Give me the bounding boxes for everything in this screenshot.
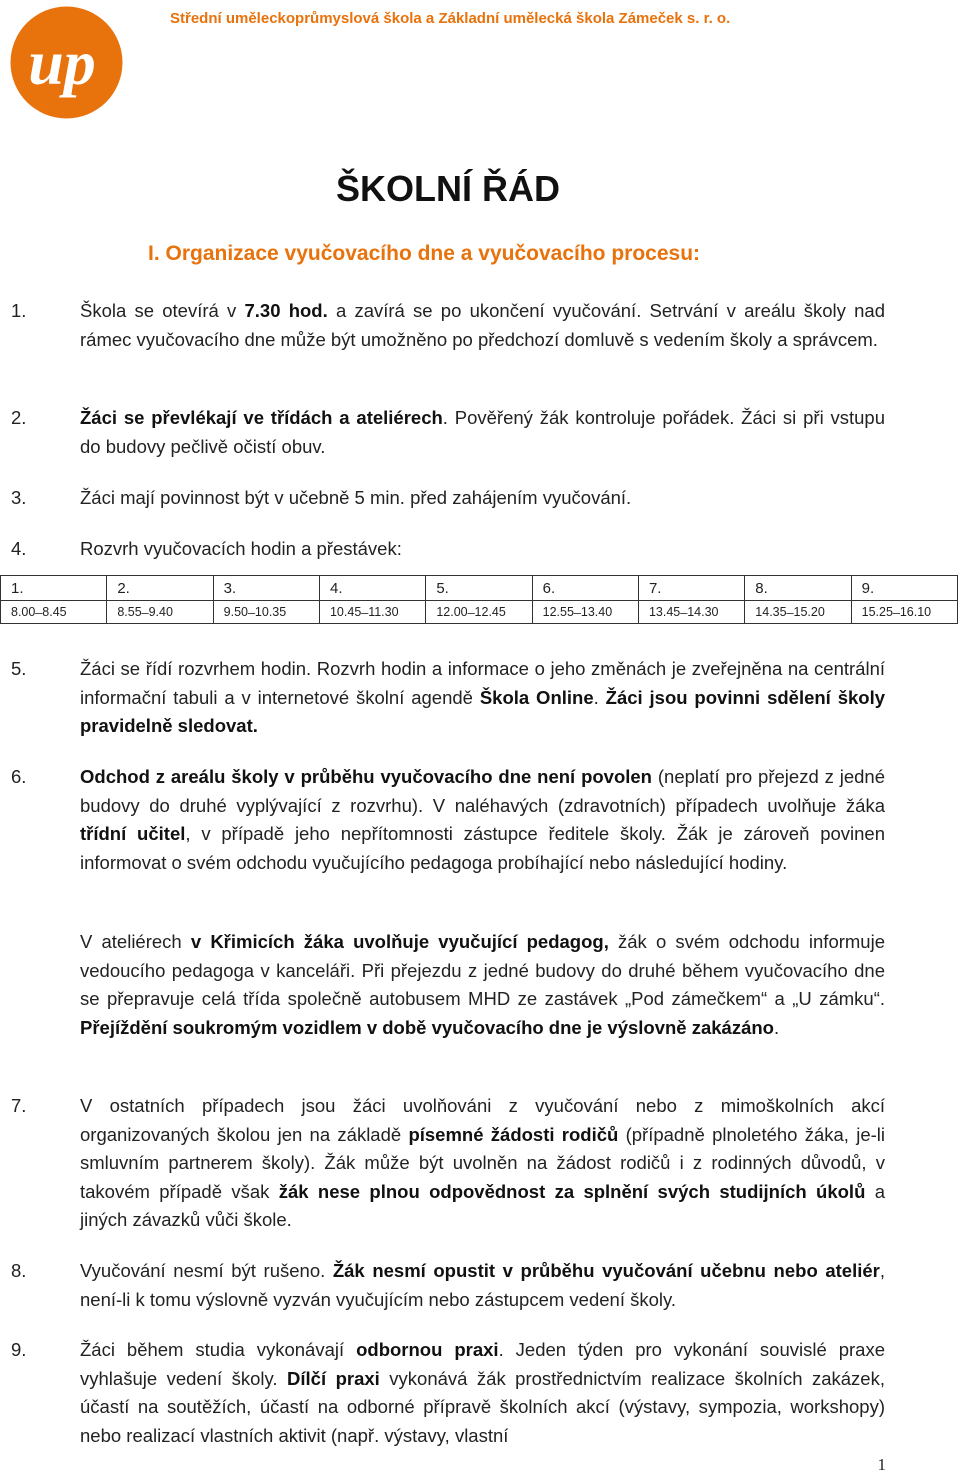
rule-item-5: Žáci se řídí rozvrhem hodin. Rozvrh hodin a informace o jeho změnách je zveřejněna na centrální informační tabuli a v internetové školní agendě Škola Online. Žáci jsou povinni sdělení školy pravidelně sledovat.: [80, 658, 885, 736]
lesson-time: 8.55 ̶ 9.40: [107, 601, 213, 624]
lesson-time: 12.00 ̶ 12.45: [426, 601, 532, 624]
svg-text:up: up: [28, 27, 96, 98]
lesson-number: 3.: [213, 576, 319, 601]
rule-item-6: Odchod z areálu školy v průběhu vyučovacího dne není povolen (neplatí pro přejezd z jedné budovy do druhé vyplývající z rozvrhu). V naléhavých (zdravotních) případech uvolňuje žáka třídní učitel, v případě jeho nepřítomnosti zástupce ředitele školy. Žák je zároveň povinen informovat o svém odchodu vyučujícího pedagoga probíhající nebo následující hodiny.: [80, 766, 885, 873]
section-heading: I. Organizace vyučovacího dne a vyučovacího procesu:: [148, 242, 701, 265]
lesson-time: 15.25 ̶ 16.10: [851, 601, 957, 624]
rule-item-1: Škola se otevírá v 7.30 hod. a zavírá se po ukončení vyučování. Setrvání v areálu školy nad rámec vyučovacího dne může být umožněno po předchozí domluvě s vedením školy a správcem.: [80, 300, 885, 350]
lesson-time: 10.45 ̶ 11.30: [319, 601, 425, 624]
item-number: 8.: [11, 1260, 27, 1281]
school-name-header: Střední uměleckoprůmyslová škola a Základní umělecká škola Zámeček s. r. o.: [170, 10, 731, 27]
item-number: 4.: [11, 538, 27, 559]
lesson-time-row: [1, 601, 958, 624]
lesson-number: 4.: [319, 576, 425, 601]
item-number: 9.: [11, 1339, 27, 1360]
item-number: 1.: [11, 300, 27, 321]
lesson-number: 1.: [1, 576, 107, 601]
lesson-time: 12.55 ̶ 13.40: [532, 601, 638, 624]
lesson-number: 5.: [426, 576, 532, 601]
lesson-number: 7.: [638, 576, 744, 601]
lesson-number: 6.: [532, 576, 638, 601]
lesson-time: 8.00 ̶ 8.45: [1, 601, 107, 624]
item-number: 6.: [11, 766, 27, 787]
rule-item-8: Vyučování nesmí být rušeno. Žák nesmí opustit v průběhu vyučování učebnu nebo ateliér, není-li k tomu výslovně vyzván vyučujícím nebo zástupcem vedení školy.: [80, 1260, 885, 1310]
lesson-time: 9.50 ̶ 10.35: [213, 601, 319, 624]
item-number: 5.: [11, 658, 27, 679]
rule-item-6-continuation: V ateliérech v Křimicích žáka uvolňuje vyučující pedagog, žák o svém odchodu informuje vedoucího pedagoga v kanceláři. Při přejezdu z jedné budovy do druhé během vyučovacího dne se přepravuje celá třída společně autobusem MHD ze zastávek „Pod zámečkem“ a „U zámku“. Přejíždění soukromým vozidlem v době vyučovacího dne je výslovně zakázáno.: [80, 931, 885, 1038]
rule-item-2: Žáci se převlékají ve třídách a ateliérech. Pověřený žák kontroluje pořádek. Žáci si při vstupu do budovy pečlivě očistí obuv.: [80, 407, 885, 457]
document-title: ŠKOLNÍ ŘÁD: [336, 168, 560, 209]
lesson-time: 14.35 ̶ 15.20: [745, 601, 851, 624]
rule-item-9: Žáci během studia vykonávají odbornou praxi. Jeden týden pro vykonání souvislé praxe vyhlašuje vedení školy. Dílčí praxi vykonává žák prostřednictvím realizace školních zakázek, účastí na soutěžích, účastí na odborné přípravě školních akcí (výstavy, sympozia, workshopy) nebo realizací vlastních aktivit (např. výstavy, vlastní: [80, 1339, 885, 1446]
lesson-number: 9.: [851, 576, 957, 601]
lesson-number-row: [1, 576, 958, 601]
lesson-number: 8.: [745, 576, 851, 601]
lesson-time: 13.45 ̶ 14.30: [638, 601, 744, 624]
page-number: 1: [877, 1455, 886, 1474]
item-number: 2.: [11, 407, 27, 428]
lesson-schedule-table: [0, 575, 958, 624]
item-number: 3.: [11, 487, 27, 508]
school-logo: [10, 6, 123, 119]
rule-item-7: V ostatních případech jsou žáci uvolňováni z vyučování nebo z mimoškolních akcí organizovaných školou jen na základě písemné žádosti rodičů (případně plnoletého žáka, je-li smluvním partnerem školy). Žák může být uvolněn na žádost rodičů i z rodinných důvodů, v takovém případě však žák nese plnou odpovědnost za splnění svých studijních úkolů a jiných závazků vůči škole.: [80, 1095, 886, 1230]
rule-item-3: Žáci mají povinnost být v učebně 5 min. před zahájením vyučování.: [80, 487, 632, 508]
rule-item-4: Rozvrh vyučovacích hodin a přestávek:: [80, 538, 402, 559]
lesson-number: 2.: [107, 576, 213, 601]
item-number: 7.: [11, 1095, 27, 1116]
